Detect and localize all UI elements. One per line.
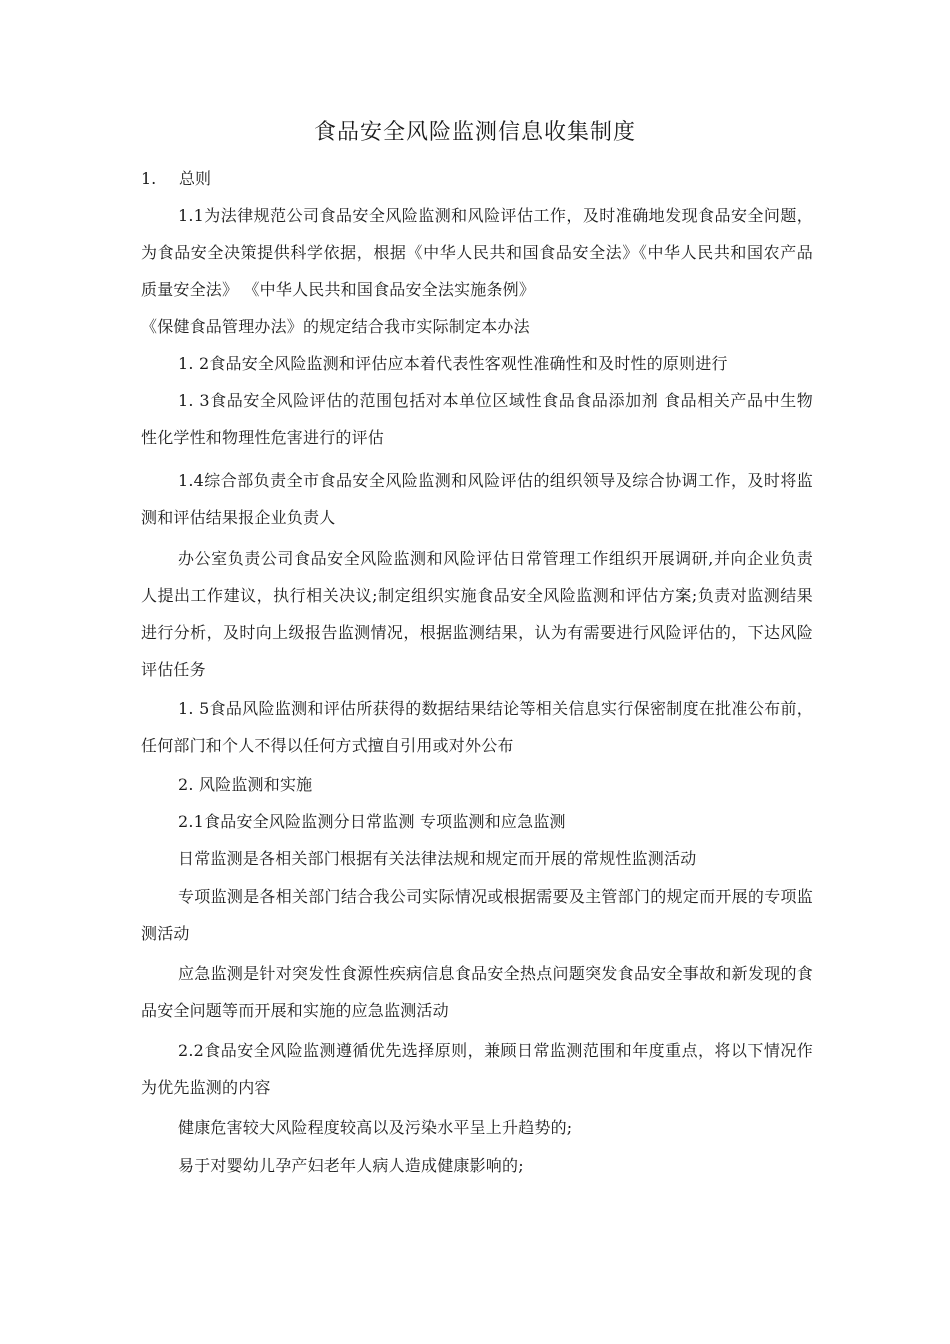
section-heading-2: 2. 风险监测和实施 — [178, 775, 313, 794]
section-number: 1. — [141, 169, 157, 188]
paragraph-1-1: 1.1为法律规范公司食品安全风险监测和风险评估工作，及时准确地发现食品安全问题，为食品安全决策提供科学依据，根据《中华人民共和国食品安全法》《中华人民共和国农产品质量安全法》 《中华人民共和国食品安全法实施条例》 — [141, 206, 813, 299]
section-label: 总则 — [179, 169, 212, 188]
paragraph-daily-monitoring: 日常监测是各相关部门根据有关法律法规和规定而开展的常规性监测活动 — [178, 849, 697, 868]
paragraph-priority-item-1: 健康危害较大风险程度较高以及污染水平呈上升趋势的; — [178, 1118, 573, 1137]
paragraph-1-3: 1. 3食品安全风险评估的范围包括对本单位区域性食品食品添加剂 食品相关产品中生物性化学性和物理性危害进行的评估 — [141, 391, 813, 447]
paragraph-1-1-cont: 《保健食品管理办法》的规定结合我市实际制定本办法 — [141, 317, 530, 336]
paragraph-office: 办公室负责公司食品安全风险监测和风险评估日常管理工作组织开展调研,并向企业负责人提出工作建议，执行相关决议;制定组织实施食品安全风险监测和评估方案;负责对监测结果进行分析，及时向上级报告监测情况，根据监测结果，认为有需要进行风险评估的，下达风险评估任务 — [141, 549, 813, 679]
paragraph-1-4: 1.4综合部负责全市食品安全风险监测和风险评估的组织领导及综合协调工作，及时将监测和评估结果报企业负责人 — [141, 471, 813, 527]
paragraph-emergency-monitoring: 应急监测是针对突发性食源性疾病信息食品安全热点问题突发食品安全事故和新发现的食品安全问题等而开展和实施的应急监测活动 — [141, 964, 813, 1020]
paragraph-2-1: 2.1食品安全风险监测分日常监测 专项监测和应急监测 — [178, 812, 566, 831]
section-heading-general — [141, 168, 211, 190]
paragraph-special-monitoring: 专项监测是各相关部门结合我公司实际情况或根据需要及主管部门的规定而开展的专项监测活动 — [141, 887, 813, 943]
paragraph-1-5: 1. 5食品风险监测和评估所获得的数据结果结论等相关信息实行保密制度在批准公布前，任何部门和个人不得以任何方式擅自引用或对外公布 — [141, 699, 813, 755]
document-title: 食品安全风险监测信息收集制度 — [313, 120, 636, 145]
paragraph-priority-item-2: 易于对婴幼儿孕产妇老年人病人造成健康影响的; — [178, 1156, 524, 1175]
paragraph-1-2: 1. 2食品安全风险监测和评估应本着代表性客观性准确性和及时性的原则进行 — [178, 354, 728, 373]
paragraph-2-2: 2.2食品安全风险监测遵循优先选择原则，兼顾日常监测范围和年度重点，将以下情况作为优先监测的内容 — [141, 1041, 813, 1097]
